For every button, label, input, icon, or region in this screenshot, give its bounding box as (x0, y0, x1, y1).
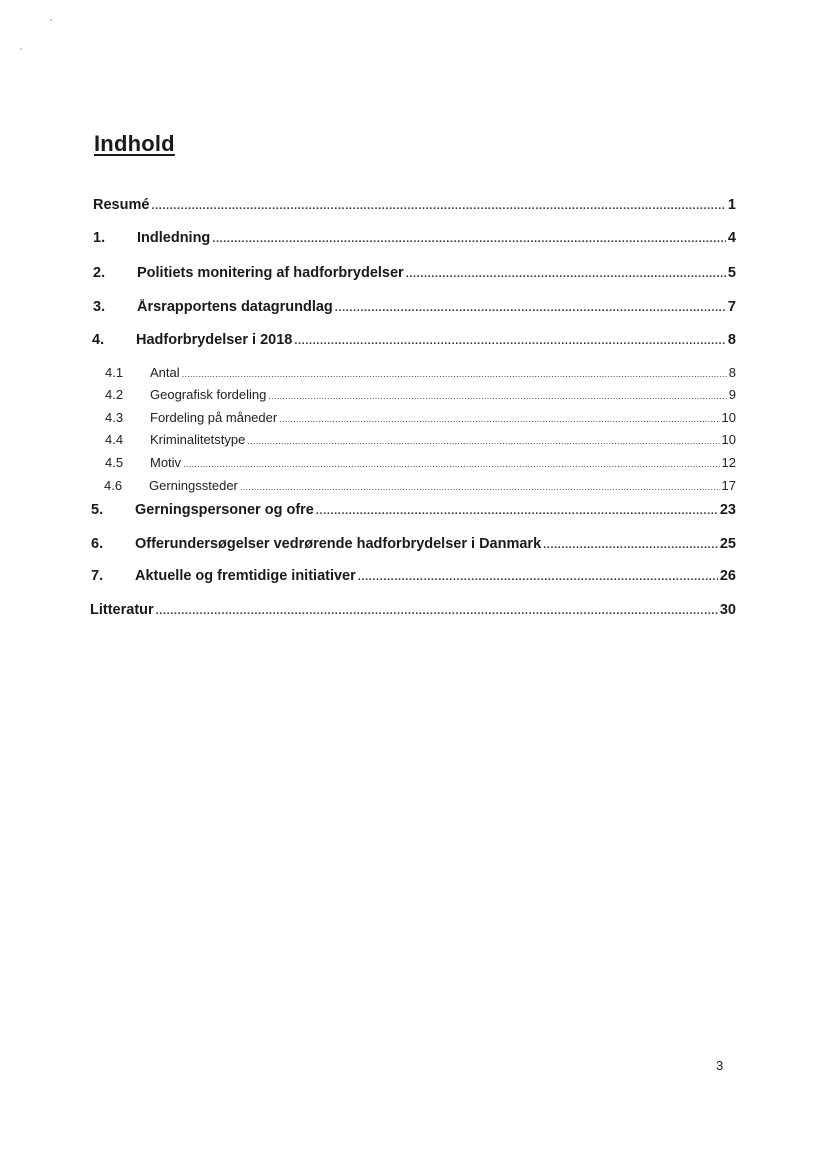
toc-entry-4-5[interactable] (105, 455, 736, 470)
scan-speck (20, 48, 22, 50)
toc-leader (240, 482, 720, 492)
toc-number: 4.4 (105, 432, 124, 447)
toc-number: 4.3 (105, 410, 124, 425)
toc-label: Gerningspersoner og ofre (135, 502, 314, 518)
toc-label: Gerningssteder (149, 478, 238, 493)
toc-page: 10 (721, 432, 736, 447)
toc-page: 10 (721, 410, 736, 425)
toc-label: Årsrapportens datagrundlag (137, 299, 333, 315)
toc-label: Litteratur (90, 602, 154, 618)
toc-label: Antal (150, 365, 180, 380)
toc-leader (294, 335, 726, 347)
toc-leader (151, 200, 726, 212)
toc-number: 6. (91, 536, 104, 552)
toc-leader (279, 414, 719, 424)
toc-label: Politiets monitering af hadforbrydelser (137, 265, 404, 281)
toc-entry-4-6[interactable] (104, 478, 736, 493)
toc-number: 4. (92, 332, 105, 348)
toc-page: 5 (727, 265, 736, 281)
toc-label: Fordeling på måneder (150, 410, 278, 425)
toc-entry-4-2[interactable] (105, 387, 736, 402)
toc-label: Geografisk fordeling (150, 387, 267, 402)
toc-leader (247, 436, 719, 446)
toc-label: Resumé (93, 197, 150, 213)
toc-label: Kriminalitetstype (150, 432, 246, 447)
toc-leader (182, 369, 727, 379)
toc-entry-6[interactable] (91, 536, 736, 552)
toc-label: Hadforbrydelser i 2018 (136, 332, 293, 348)
toc-leader (212, 233, 726, 245)
toc-page: 26 (719, 568, 736, 584)
toc-number: 4.1 (105, 365, 124, 380)
toc-entry-4-3[interactable] (105, 410, 736, 425)
toc-number: 4.5 (105, 455, 124, 470)
toc-page: 23 (719, 502, 736, 518)
toc-entry-1[interactable] (93, 230, 736, 246)
toc-page: 8 (728, 365, 736, 380)
toc-leader (358, 571, 718, 583)
toc-page: 1 (727, 197, 736, 213)
toc-entry-litteratur[interactable] (90, 602, 736, 618)
toc-number: 5. (91, 502, 104, 518)
toc-page: 8 (727, 332, 736, 348)
toc-page: 7 (727, 299, 736, 315)
scan-speck (50, 19, 52, 21)
toc-number: 4.6 (104, 478, 123, 493)
toc-entry-7[interactable] (91, 568, 736, 584)
toc-entry-4-1[interactable] (105, 365, 736, 380)
toc-entry-4-4[interactable] (105, 432, 736, 447)
toc-page: 12 (721, 455, 736, 470)
toc-leader (316, 505, 718, 517)
toc-entry-2[interactable] (93, 265, 736, 281)
toc-page: 30 (719, 602, 736, 618)
toc-leader (335, 302, 726, 314)
toc-leader (183, 459, 719, 469)
toc-entry-5[interactable] (91, 502, 736, 518)
toc-entry-3[interactable] (93, 299, 736, 315)
toc-entry-resume[interactable] (93, 197, 736, 213)
toc-leader (268, 391, 726, 401)
toc-number: 3. (93, 299, 106, 315)
toc-entry-4[interactable] (92, 332, 736, 348)
toc-number: 2. (93, 265, 106, 281)
toc-leader (156, 605, 718, 617)
toc-page: 17 (721, 478, 736, 493)
toc-number: 1. (93, 230, 106, 246)
page-title: Indhold (94, 131, 175, 156)
toc-label: Offerundersøgelser vedrørende hadforbrydelser i Danmark (135, 536, 542, 552)
toc-label: Aktuelle og fremtidige initiativer (135, 568, 356, 584)
toc-page: 9 (728, 387, 736, 402)
toc-number: 4.2 (105, 387, 124, 402)
toc-number: 7. (91, 568, 104, 584)
toc-label: Indledning (137, 230, 211, 246)
toc-label: Motiv (150, 455, 182, 470)
page-number: 3 (716, 1058, 724, 1073)
toc-page: 25 (719, 536, 736, 552)
toc-leader (406, 268, 726, 280)
toc-leader (543, 539, 718, 551)
toc-page: 4 (727, 230, 736, 246)
